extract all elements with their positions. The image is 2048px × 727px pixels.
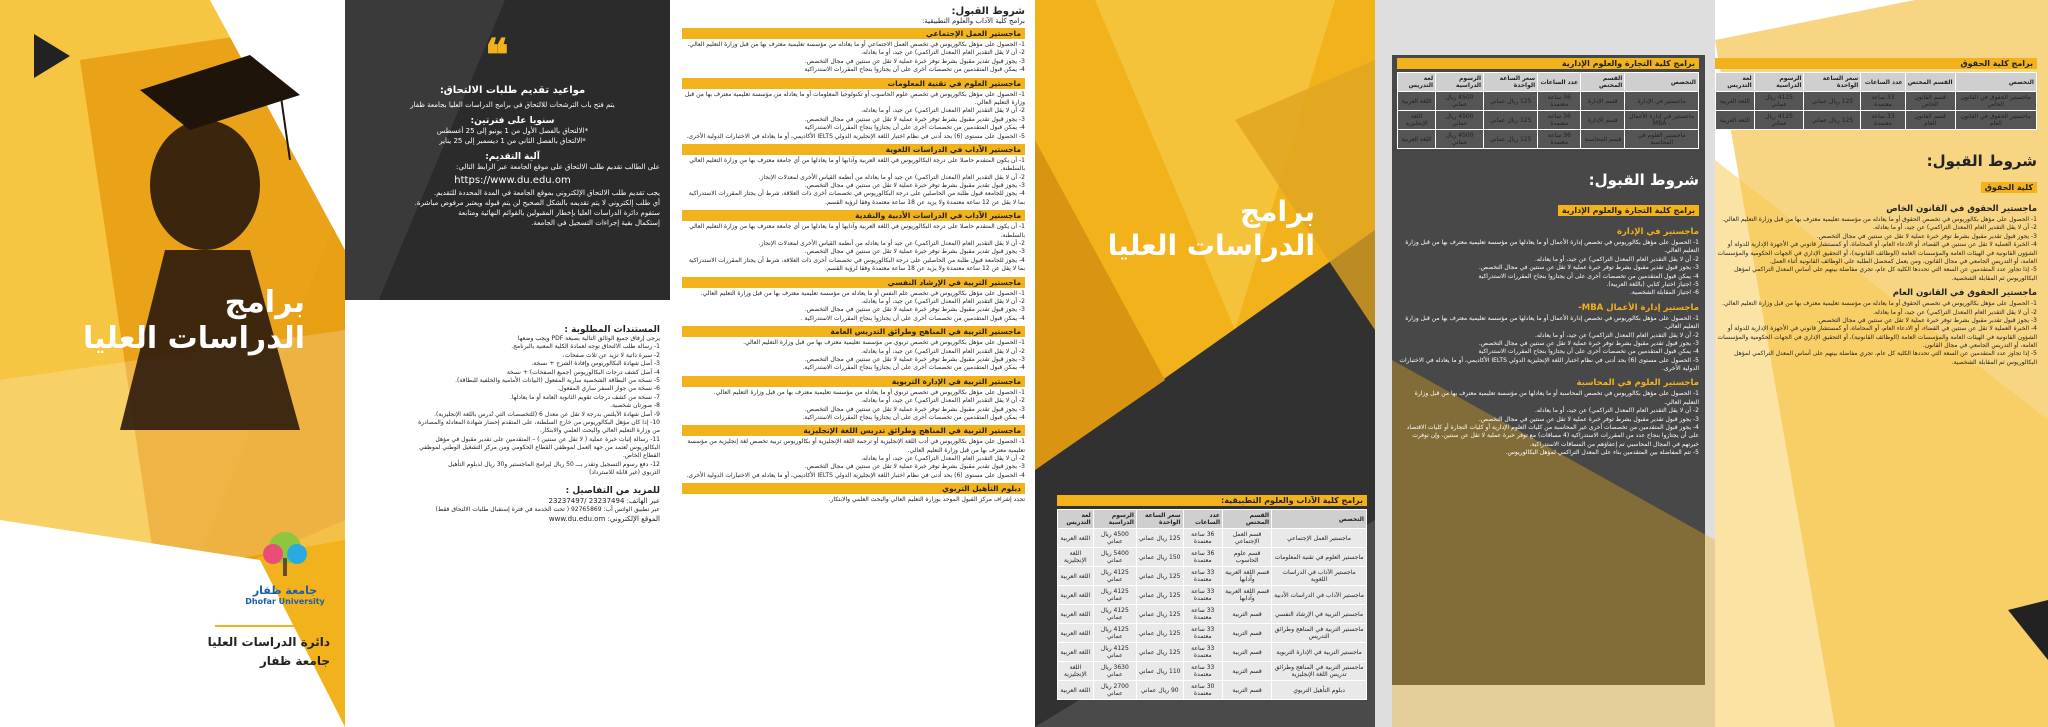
- program-condition: 1- الحصول على مؤهل بكالوريوس في تخصص المحاسبة أو ما يعادلها من مؤسسة تعليمية معترف بها من قبل وزارة التعليم العالي.: [1414, 390, 1699, 406]
- table-cell: اللغة الإنجليزية: [1398, 111, 1436, 130]
- program-condition: 1- الحصول على مؤهل بكالوريوس في تخصص الحقوق أو ما يعادله من مؤسسة تعليمية معترف بها من قبل وزارة التعليم العالي.: [1721, 216, 2037, 223]
- program-condition: تحدد إشراف مركز القبول الموحد بوزارة التعليم العالي والبحث العلمي والابتكار.: [828, 496, 1025, 504]
- table-cell: 125 ريال عماني: [1484, 92, 1538, 111]
- table-cell: قسم المحاسبة: [1581, 130, 1625, 149]
- program-title: ماجستير الآداب في الدراسات اللغوية: [682, 144, 1025, 155]
- column-header: سعر الساعة الواحدة: [1484, 73, 1538, 92]
- program-condition: 2- أن لا يقل التقدير العام (المعدل التراكمي) عن جيد، أو ما يعادله.: [1872, 308, 2037, 316]
- program-title: ماجستير الحقوق في القانون العام: [1892, 288, 2037, 299]
- mech-3: أي طلب إلكتروني لا يتم تقديمه بالشكل الصحيح لن يتم قبوله ويعتبر مرفوض مباشرة.: [414, 198, 660, 207]
- table-cell: 125 ريال عماني: [1484, 130, 1538, 149]
- table-row: [1398, 130, 1699, 149]
- column-header: لغة التدريس: [1058, 510, 1094, 529]
- program-condition: 6- اجتياز المقابلة الشخصية.: [1630, 289, 1699, 297]
- table-cell: اللغة العربية: [1716, 92, 1755, 111]
- program-condition: 4- يمكن قبول المتقدمين من تخصصات أخرى على أن يجتازوا بنجاح المقررات الاستدراكية .: [800, 314, 1025, 322]
- column-header: التخصص: [1272, 510, 1367, 529]
- quote-icon: ❝: [485, 30, 509, 81]
- program-condition: 3- يجوز قبول تقدير مقبول بشرط توفر خبرة عملية لا تقل عن سنتين في مجال التخصص.: [804, 306, 1025, 314]
- twice-2: *الالتحاق بالفصل الثاني من 1 ديسمبر إلى 25 يناير: [439, 137, 586, 146]
- program-condition: 4- يمكن قبول المتقدمين من تخصصات أخرى على أن يجتازوا بنجاح المقررات الاستدراكية: [804, 124, 1025, 132]
- table-cell: قسم القانون الخاص: [1905, 92, 1955, 111]
- program-condition: 1- الحصول على مؤهل بكالوريوس في تخصص الحقوق أو ما يعادله من مؤسسة تعليمية معترف بها من قبل وزارة التعليم العالي.: [1721, 300, 2037, 308]
- inner-title-line1: برامج: [1239, 195, 1315, 228]
- program-condition: 2- أن لا يقل التقدير العام (المعدل التراكمي) عن جيد أو ما يعادله من أنظمة القياس الأخرى لمعدلات الإنجاز.: [758, 240, 1025, 248]
- table-cell: اللغة العربية: [1058, 529, 1094, 548]
- program-title: ماجستير التربية في المناهج وطرائق تدريس اللغة الإنجليزية: [682, 425, 1025, 436]
- table-cell: 150 ريال عماني: [1136, 548, 1183, 567]
- table-cell: 90 ريال عماني: [1136, 681, 1183, 700]
- column-header: سعر الساعة الواحدة: [1136, 510, 1183, 529]
- program-condition: 3- يجوز قبول تقدير مقبول بشرط توفر خبرة عملية لا تقل عن سنتين في مجال التخصص.: [804, 248, 1025, 256]
- table-cell: قسم التربية: [1223, 643, 1272, 662]
- doc-item: 2- سيرة ذاتية لا تزيد عن ثلاث صفحات.: [562, 351, 660, 359]
- doc-item: 5- نسخة من البطاقة الشخصية سارية المفعول (البيانات الأمامية والخلفية للبطاقة).: [455, 376, 660, 384]
- program-title: ماجستير التربية في المناهج وطرائق التدريس العامة: [682, 326, 1025, 337]
- table-cell: ماجستير العمل الإجتماعي: [1272, 529, 1367, 548]
- mech-5: إستكمال بقية إجراءات التسجيل في الجامعة.: [531, 218, 660, 227]
- column-header: التخصص: [1625, 73, 1699, 92]
- program-condition: 1- الحصول على مؤهل بكالوريوس في تخصص إدارة الأعمال أو ما يعادلها من مؤسسة تعليمية معترف بها من قبل وزارة التعليم العالي.: [1405, 314, 1699, 331]
- program-condition: 5- اجتياز اختبار كتابي (باللغة العربية).: [1606, 280, 1699, 288]
- program-condition: 1- أن يكون المتقدم حاصلا على درجة البكالوريوس في اللغة العربية وآدابها أو ما يعادلها من أي جامعة معترف بها من وزارة التعليم العالي بالسلطنة.: [689, 156, 1025, 173]
- table-row: [1058, 567, 1367, 586]
- program-condition: 5- الحصول على مستوى (6) بحد أدنى في نظام اختبار اللغة الإنجليزية الدولي IELTS الأكاديمي، أو ما يعادله في الاختبارات الدولية الأخرى.: [1399, 356, 1699, 373]
- table-cell: قسم اللغة العربية وآدابها: [1223, 567, 1272, 586]
- mech-2: يجب تقديم طلب الالتحاق الإلكتروني بموقع الجامعة في المدة المحددة للتقديم.: [433, 188, 660, 197]
- column-header: لغة التدريس: [1716, 73, 1755, 92]
- doc-item: 3- أصل شهادة البكالوريوس وإفادة الشرح + نسخة.: [531, 360, 660, 368]
- table-cell: 125 ريال عماني: [1136, 643, 1183, 662]
- arts-conditions-panel: [670, 0, 1035, 727]
- doc-item: 4- أصل كشف درجات البكالوريوس (جميع الصفحات) + نسخة: [506, 368, 660, 376]
- program-condition: 3- يجوز قبول تقدير مقبول بشرط توفر خبرة عملية لا تقل عن سنتين في مجال التخصص.: [1816, 232, 2037, 240]
- program-condition: 4- يمكن قبول المتقدمين من تخصصات أخرى على أن يجتازوا بنجاح المقررات الاستدراكية: [1478, 272, 1699, 280]
- program-condition: 3- يجوز قبول تقدير مقبول بشرط توفر خبرة عملية لا تقل عن سنتين في مجال التخصص.: [1478, 339, 1699, 347]
- table-cell: 125 ريال عماني: [1136, 586, 1183, 605]
- table-cell: قسم علوم الحاسوب: [1223, 548, 1272, 567]
- table-cell: اللغة العربية: [1058, 643, 1094, 662]
- docs-intro: يرجى إرفاق جميع الوثائق التالية بصيغة PDF ويجب وضعها: [517, 335, 660, 342]
- logo-text-ar: جامعة ظفار: [252, 584, 318, 597]
- table-cell: 4125 ريال عماني: [1093, 567, 1136, 586]
- program-condition: 3- يجوز قبول تقدير مقبول بشرط توفر خبرة عملية لا تقل عن سنتين في مجال التخصص.: [1478, 264, 1699, 272]
- law-programs: [1715, 204, 2037, 367]
- table-cell: 4125 ريال عماني: [1093, 605, 1136, 624]
- column-header: عدد الساعات: [1861, 73, 1905, 92]
- tree-logo-icon: [255, 530, 315, 580]
- table-header-row: [1398, 73, 1699, 92]
- table-cell: 33 ساعة معتمدة: [1183, 643, 1223, 662]
- business-cond-heading: شروط القبول:: [1588, 171, 1699, 189]
- column-header: الرسوم الدراسية: [1093, 510, 1136, 529]
- program-title: ماجستير العلوم في المحاسبة: [1576, 378, 1699, 389]
- business-cond-sub: برامج كلية التجارة والعلوم الإدارية: [1558, 205, 1699, 216]
- table-cell: 4500 ريال عماني: [1093, 529, 1136, 548]
- table-cell: ماجستير الآداب في الدراسات اللغوية: [1272, 567, 1367, 586]
- program-condition: 1- الحصول على مؤهل بكالوريوس في أدب اللغة الإنجليزية أو ترجمة اللغة الإنجليزية أو بكالوريوس تربية تخصص لغة إنجليزية من مؤسسة تعليمية معترف بها من قبل وزارة التعليم العالي.: [687, 438, 1025, 454]
- program-condition: 4- يمكن قبول المتقدمين من تخصصات أخرى على أن يجتازوا بنجاح المقررات الاستدراكية: [804, 66, 1025, 74]
- column-header: التخصص: [1955, 73, 2036, 92]
- column-header: عدد الساعات: [1183, 510, 1223, 529]
- mech-title: آلية التقديم:: [485, 152, 540, 163]
- table-row: [1058, 548, 1367, 567]
- program-condition: 1- الحصول على مؤهل بكالوريوس في تخصص علوم الحاسوب أو تكنولوجيا المعلومات أو ما يعادله من مؤسسة تعليمية معترف بها من قبل وزارة التعليم العالي.: [684, 90, 1025, 106]
- table-cell: قسم الإدارة: [1581, 111, 1625, 130]
- contact-whatsapp: عبر تطبيق الواتس أب: 92765869 ( تحت الخدمة في فترة إستقبال طلبات الالتحاق فقط): [435, 505, 660, 513]
- table-header-row: [1058, 510, 1367, 529]
- arts-sub: برامج كلية الآداب والعلوم التطبيقية:: [921, 17, 1025, 25]
- table-cell: 4125 ريال عماني: [1754, 111, 1804, 130]
- footer-university: جامعة ظفار: [259, 654, 330, 669]
- table-cell: ماجستير العلوم في تقنية المعلومات: [1272, 548, 1367, 567]
- column-header: سعر الساعة الواحدة: [1804, 73, 1861, 92]
- table-row: [1398, 111, 1699, 130]
- program-condition: 1- الحصول على مؤهل بكالوريوس في تخصص العمل الاجتماعي أو ما يعادله من مؤسسة تعليمية معترف بها من قبل وزارة التعليم العالي.: [687, 41, 1025, 48]
- table-cell: 125 ريال عماني: [1136, 605, 1183, 624]
- footer-department: دائرة الدراسات العليا: [207, 635, 330, 649]
- program-condition: 2- أن لا يقل التقدير العام (المعدل التراكمي) عن جيد، أو ما يعادله.: [1534, 407, 1699, 415]
- doc-item: 8- صورتان شخصية.: [610, 402, 660, 410]
- program-condition: 4- يجوز للجامعة قبول طلبة من الحاصلين على درجة البكالوريوس في تخصصات أخرى ذات العلاقة، شرط أن يجتاز المقررات الاستدراكية بما لا يقل عن 12 ساعة معتمدة ولا يزيد عن 18 ساعة معتمدة وفقا لرؤية القسم.: [688, 256, 1025, 273]
- table-row: [1058, 681, 1367, 700]
- program-condition: 3- يجوز قبول تقدير مقبول بشرط توفر خبرة عملية لا تقل عن سنتين في مجال التخصص.: [804, 355, 1025, 363]
- doc-item: القطاع الخاص.: [622, 452, 660, 460]
- program-condition: 4- الخبرة العملية لا تقل عن سنتين في القضاء، أو الادعاء العام، أو المحاماة، أو كمستشار قانوني في الأجهزة الإدارية للدولة أو الشؤون القانونية في الهيئات العامة والمؤسسات العامة (الوظائف القانونية)، أو التحقيق الإداري في الجهات الحكومية والمؤسسات العامة، أو التدريس الجامعي في مجال القانون، ومن يعمل كمحصل الطلبة على الوظائف القانونية أثناء العمل.: [1717, 241, 2037, 265]
- program-title: ماجستير العلوم في تقنية المعلومات: [682, 78, 1025, 89]
- table-cell: 36 ساعة معتمدة: [1538, 92, 1581, 111]
- table-cell: اللغة العربية: [1398, 130, 1436, 149]
- business-fees-heading: برامج كلية التجارة والعلوم الإدارية: [1397, 58, 1699, 69]
- table-row: [1398, 92, 1699, 111]
- table-cell: 33 ساعة معتمدة: [1183, 662, 1223, 681]
- table-cell: اللغة العربية: [1058, 624, 1094, 643]
- table-cell: 4500 ريال عماني: [1436, 111, 1484, 130]
- table-cell: ماجستير التربية في المناهج وطرائق تدريس اللغة الإنجليزية: [1272, 662, 1367, 681]
- program-condition: 3- يجوز قبول تقدير مقبول بشرط توفر خبرة عملية لا تقل عن سنتين في مجال التخصص.: [804, 115, 1025, 123]
- program-title: ماجستير الآداب في الدراسات الأدبية والنقدية: [682, 210, 1025, 221]
- program-title: ماجستير في الإدارة: [1617, 227, 1699, 237]
- program-condition: 3- يجوز قبول تقدير مقبول بشرط توفر خبرة عملية لا تقل عن سنتين في مجال التخصص.: [804, 463, 1025, 471]
- table-cell: اللغة الإنجليزية: [1058, 662, 1094, 681]
- table-cell: اللغة العربية: [1398, 92, 1436, 111]
- column-header: القسم المختص: [1223, 510, 1272, 529]
- mech-url[interactable]: https://www.du.edu.om: [454, 174, 571, 186]
- program-condition: 2- أن لا يقل التقدير العام (المعدل التراكمي) عن جيد، أو ما يعادله.: [860, 297, 1025, 305]
- table-cell: ماجستير في إدارة الأعمال - MBA: [1625, 111, 1699, 130]
- twice-1: *الالتحاق بالفصل الأول من 1 يونيو إلى 25 أغسطس: [436, 127, 589, 136]
- doc-item: 9- أصل شهادة الآيلتس بدرجة لا تقل عن معدل 6 (للتخصصات التي تُدرس باللغة الإنجليزية).: [434, 410, 660, 418]
- table-cell: قسم التربية: [1223, 662, 1272, 681]
- program-title: ماجستير التربية في الإرشاد النفسي: [682, 277, 1025, 288]
- table-cell: ماجستير في الإدارة: [1625, 92, 1699, 111]
- table-cell: قسم التربية: [1223, 605, 1272, 624]
- application-panel: [345, 0, 670, 727]
- table-row: [1058, 586, 1367, 605]
- table-cell: 125 ريال عماني: [1136, 624, 1183, 643]
- table-row: [1058, 529, 1367, 548]
- inner-title-line2: الدراسات العليا: [1107, 228, 1315, 262]
- fees-arts-heading: برامج كلية الآداب والعلوم التطبيقية:: [1057, 495, 1367, 506]
- cover-title-line1: برامج: [224, 285, 305, 320]
- table-cell: 4125 ريال عماني: [1093, 643, 1136, 662]
- fees-arts-table: [1057, 509, 1367, 700]
- table-cell: 125 ريال عماني: [1484, 111, 1538, 130]
- doc-item: التربوي (غير قابلة للاسترداد): [589, 469, 660, 477]
- program-condition: 1- أن يكون المتقدم حاصلا على درجة البكالوريوس في اللغة العربية وآدابها أو ما يعادلها من أي جامعة معترف بها من وزارة التعليم العالي بالسلطنة.: [689, 223, 1025, 239]
- table-cell: 36 ساعة معتمدة: [1183, 548, 1223, 567]
- triangle-arrow-icon: [34, 34, 74, 84]
- program-condition: 5- إذا تجاوز عدد المتقدمين عن السعة التي تحددها الكلية كل عام، تجري مفاضلة بينهم على أساس المعدل التراكمي لمؤهل البكالوريوس ثم المقابلة الشخصية.: [1734, 350, 2037, 366]
- arts-programs: [682, 28, 1025, 505]
- cover-panel: [0, 0, 345, 727]
- program-condition: 2- أن لا يقل التقدير العام (المعدل التراكمي) عن جيد، أو ما يعادله.: [1872, 224, 2037, 232]
- table-cell: 36 ساعة معتمدة: [1538, 111, 1581, 130]
- table-cell: 125 ريال عماني: [1136, 529, 1183, 548]
- table-cell: 30 ساعة معتمدة: [1183, 681, 1223, 700]
- cover-background: [0, 0, 345, 727]
- table-cell: 33 ساعة معتمدة: [1183, 567, 1223, 586]
- table-row: [1058, 624, 1367, 643]
- table-cell: ماجستير الحقوق في القانون الخاص: [1955, 92, 2036, 111]
- table-cell: اللغة العربية: [1058, 605, 1094, 624]
- table-cell: 33 ساعة معتمدة: [1861, 111, 1905, 130]
- twice-title: سنويا على فترتين:: [470, 116, 555, 127]
- program-condition: 2- أن لا يقل التقدير العام (المعدل التراكمي) عن جيد، أو ما يعادله.: [860, 107, 1025, 115]
- program-condition: 1- الحصول على مؤهل بكالوريوس في تخصص تربوي أو ما يعادله من مؤسسة تعليمية معترف بها من قبل وزارة التعليم العالي.: [713, 388, 1025, 396]
- table-cell: اللغة العربية: [1058, 567, 1094, 586]
- program-condition: 3- يجوز قبول تقدير مقبول بشرط توفر خبرة عملية لا تقل عن سنتين في مجال التخصص.: [804, 57, 1025, 65]
- business-programs: [1397, 227, 1699, 458]
- cover-divider: [215, 625, 330, 627]
- program-condition: 2- أن لا يقل التقدير العام (المعدل التراكمي) عن جيد، أو ما يعادله.: [860, 347, 1025, 355]
- program-condition: 2- أن لا يقل التقدير العام (المعدل التراكمي) عن جيد، أو ما يعادله.: [1534, 331, 1699, 339]
- program-condition: 1- الحصول على مؤهل بكالوريوس في تخصص علم النفس أو ما يعادله من مؤسسة تعليمية معترف بها من قبل وزارة التعليم العالي.: [700, 289, 1025, 297]
- table-cell: ماجستير التربية في الإرشاد النفسي: [1272, 605, 1367, 624]
- program-condition: 4- يمكن قبول المتقدمين من تخصصات أخرى على أن يجتازوا بنجاح المقررات الاستدراكية.: [802, 364, 1025, 372]
- table-cell: 36 ساعة معتمدة: [1183, 529, 1223, 548]
- table-cell: 4125 ريال عماني: [1093, 624, 1136, 643]
- table-cell: 125 ريال عماني: [1804, 92, 1861, 111]
- table-row: [1058, 605, 1367, 624]
- business-panel: [1375, 0, 1715, 727]
- table-cell: 4125 ريال عماني: [1754, 92, 1804, 111]
- program-condition: 2- أن لا يقل التقدير العام (المعدل التراكمي) عن جيد، أو ما يعادله.: [860, 455, 1025, 463]
- doc-item: 1- رسالة طلب الالتحاق توجه لعمادة الكلية المعنية بالبرنامج.: [511, 343, 660, 351]
- cover-title-line2: الدراسات العليا: [82, 321, 305, 356]
- program-condition: 3- يجوز قبول تقدير مقبول بشرط توفر خبرة عملية لا تقل عن سنتين في مجال التخصص.: [1816, 316, 2037, 324]
- program-condition: 4- الخبرة العملية لا تقل عن سنتين في القضاء، أو الادعاء العام، أو المحاماة، أو كمستشار قانوني في الأجهزة الإدارية للدولة أو الشؤون القانونية في الهيئات العامة والمؤسسات العامة (الوظائف القانونية)، أو التحقيق الإداري في الجهات الحكومية والمؤسسات العامة، أو التدريس الجامعي في مجال القانون.: [1717, 325, 2037, 350]
- logo-text-en: Dhofar University: [245, 597, 325, 606]
- program-condition: 4- يجوز للجامعة قبول طلبة من الحاصلين على درجة البكالوريوس في تخصصات أخرى ذات العلاقة، شرط أن يجتاز المقررات الاستدراكية بما لا يقل عن 12 ساعة معتمدة ولا يزيد عن 18 ساعة معتمدة وفقا لرؤية القسم.: [688, 190, 1025, 206]
- table-row: [1716, 111, 2037, 130]
- table-cell: قسم التربية: [1223, 624, 1272, 643]
- apply-heading: مواعيد تقديم طلبات الالتحاق:: [439, 85, 586, 96]
- doc-item: 7- نسخة من كشف درجات تقويم الثانوية العامة أو ما يعادلها.: [509, 393, 660, 401]
- program-condition: 4- يجوز قبول المتقدمين من تخصصات أخرى غير المحاسبة من كليات العلوم الإدارية أو كليات التجارة أو كليات الاقتصاد على أن يجتازوا بنجاح عدد من المقررات الاستدراكية (4 مساقات) مع توفر خبرة عملية لا تقل عن سنتين، وإن توفرت خبرتهم في المجال المحاسبي تم إعفاؤهم من المساقات الاستدراكية.: [1406, 424, 1699, 448]
- doc-item: 6- نسخة من جواز السفر ساري المفعول.: [557, 385, 660, 393]
- table-cell: ماجستير الحقوق في القانون العام: [1955, 111, 2036, 130]
- table-cell: 4500 ريال عماني: [1436, 92, 1484, 111]
- apply-intro: يتم فتح باب الترشحات للالتحاق في برامج الدراسات العليا بجامعة ظفار: [410, 101, 615, 109]
- column-header: الرسوم الدراسية: [1754, 73, 1804, 92]
- doc-item: 10- إذا كان مؤهل البكالوريوس من خارج السلطنة، على المتقدم إحضار شهادة المعادلة والمصادرة: [418, 418, 660, 426]
- table-cell: قسم القانون العام: [1905, 111, 1955, 130]
- table-cell: ماجستير العلوم في المحاسبة: [1625, 130, 1699, 149]
- table-cell: اللغة العربية: [1058, 681, 1094, 700]
- program-condition: 5- الحصول على مستوى (6) بحد أدنى في نظام اختبار اللغة الإنجليزية الدولي IELTS الأكاديمي، أو ما يعادله في الاختبارات الدولية الأخرى.: [686, 132, 1025, 140]
- table-cell: 125 ريال عماني: [1804, 111, 1861, 130]
- program-condition: 3- يجوز قبول تقدير مقبول بشرط توفر خبرة عملية لا تقل عن سنتين في مجال التخصص.: [804, 405, 1025, 413]
- program-title: ماجستير التربية في الإدارة التربوية: [682, 376, 1025, 387]
- law-cond-heading: شروط القبول:: [1926, 152, 2037, 170]
- table-cell: 33 ساعة معتمدة: [1183, 624, 1223, 643]
- column-header: القسم المختص: [1905, 73, 1955, 92]
- business-fees-table: [1397, 72, 1699, 149]
- table-cell: قسم العمل الإجتماعي: [1223, 529, 1272, 548]
- arts-heading: شروط القبول:: [951, 6, 1025, 17]
- table-cell: قسم اللغة العربية وآدابها: [1223, 586, 1272, 605]
- table-cell: ماجستير الآداب في الدراسات الأدبية: [1272, 586, 1367, 605]
- program-condition: 3- يجوز قبول تقدير مقبول بشرط توفر خبرة عملية لا تقل عن سنتين في مجال التخصص.: [804, 182, 1025, 190]
- table-cell: 33 ساعة معتمدة: [1183, 586, 1223, 605]
- contact-title: للمزيد من التفاصيل :: [565, 485, 660, 496]
- table-header-row: [1716, 73, 2037, 92]
- doc-item: من وزارة التعليم العالي والبحث العلمي والابتكار.: [540, 427, 660, 435]
- table-cell: 2700 ريال عماني: [1093, 681, 1136, 700]
- program-condition: 1- الحصول على مؤهل بكالوريوس في تخصص تربوي من مؤسسة تعليمية معترف بها من قبل وزارة التعليم العالي.: [743, 339, 1025, 347]
- table-cell: 33 ساعة معتمدة: [1183, 605, 1223, 624]
- table-cell: 110 ريال عماني: [1136, 662, 1183, 681]
- mech-4: ستقوم دائرة الدراسات العليا بإخطار المقبولين بالقوائم النهائية ومتابعة: [458, 208, 660, 217]
- law-fees-table: [1715, 72, 2037, 130]
- column-header: القسم المختص: [1581, 73, 1625, 92]
- table-cell: دبلوم التأهيل التربوي: [1272, 681, 1367, 700]
- docs-list: [365, 343, 660, 477]
- table-cell: 3630 ريال عماني: [1093, 662, 1136, 681]
- program-title: ماجستير إدارة الأعمال MBA-: [1578, 302, 1699, 313]
- program-title: ماجستير العمل الإجتماعي: [682, 28, 1025, 39]
- table-cell: 125 ريال عماني: [1136, 567, 1183, 586]
- doc-item: البكالوريوس تُعتمد من جهة العمل لموظفي القطاع الحكومي ومن مركز التشغيل الوطني لموظفي: [419, 444, 660, 452]
- program-condition: 3- يجوز قبول تقدير مقبول بشرط توفر خبرة عملية لا تقل عن سنتين في مجال التخصص.: [1478, 415, 1699, 423]
- table-cell: ماجستير التربية في المناهج وطرائق التدريس: [1272, 624, 1367, 643]
- column-header: الرسوم الدراسية: [1436, 73, 1484, 92]
- program-condition: 5- تتم المفاضلة بين المتقدمين بناء على المعدل التراكمي لمؤهل البكالوريوس.: [1505, 449, 1699, 457]
- table-row: [1058, 643, 1367, 662]
- program-condition: 4- الحصول على مستوى (6) بحد أدنى في نظام اختبار اللغة الإنجليزية الدولي IELTS الأكاديمي، أو ما يعادله في الاختبارات الدولية الأخرى.: [686, 471, 1025, 479]
- program-condition: 1- الحصول على مؤهل بكالوريوس في تخصص إدارة الأعمال أو ما يعادلها من مؤسسة تعليمية معترف بها من قبل وزارة التعليم العالي.: [1405, 239, 1699, 255]
- mech-1: على الطالب تقديم طلب الالتحاق على موقع الجامعة عبر الرابط التالي:: [456, 163, 660, 172]
- program-condition: 4- يمكن قبول المتقدمين من تخصصات أخرى على أن يجتازوا بنجاح المقررات الاستدراكية: [1478, 348, 1699, 356]
- table-cell: قسم الإدارة: [1581, 92, 1625, 111]
- table-cell: ماجستير التربية في الإدارة التربوية: [1272, 643, 1367, 662]
- column-header: لغة التدريس: [1398, 73, 1436, 92]
- contact-phone: عبر الهاتف: 23237494 /23237497: [548, 496, 660, 505]
- university-logo: [240, 530, 330, 606]
- program-condition: 4- يمكن قبول المتقدمين من تخصصات أخرى على أن يجتازوا بنجاح المقررات الاستدراكية.: [802, 413, 1025, 421]
- doc-item: 12- دفع رسوم التسجيل وتقدر بـــ 50 ريال لبرامج الماجستير و30 ريال لدبلوم التأهيل: [448, 460, 660, 468]
- table-cell: 5400 ريال عماني: [1093, 548, 1136, 567]
- program-condition: 2- أن لا يقل التقدير العام (المعدل التراكمي) عن جيد، أو ما يعادله.: [860, 49, 1025, 57]
- law-fees-heading: برامج كلية الحقوق: [1715, 58, 2037, 69]
- program-condition: 5- إذا تجاوز عدد المتقدمين عن السعة التي تحددها الكلية كل عام، تجري مفاضلة بينهم على أساس المعدل التراكمي لمؤهل البكالوريوس ثم المقابلة الشخصية.: [1734, 266, 2037, 282]
- docs-title: المستندات المطلوبة :: [564, 325, 660, 335]
- law-cond-sub: كلية الحقوق: [1981, 182, 2037, 193]
- doc-item: 11- رسالة إثبات خبرة عملية ( لا تقل عن سنتين ) – المتقدمين على تقدير مقبول في مؤهل: [435, 435, 660, 443]
- table-cell: اللغة العربية: [1058, 586, 1094, 605]
- table-cell: 33 ساعة معتمدة: [1861, 92, 1905, 111]
- table-cell: 36 ساعة معتمدة: [1538, 130, 1581, 149]
- table-cell: 4500 ريال عماني: [1436, 130, 1484, 149]
- column-header: عدد الساعات: [1538, 73, 1581, 92]
- program-condition: 2- أن لا يقل التقدير العام (المعدل التراكمي) عن جيد، أو ما يعادله.: [860, 397, 1025, 405]
- table-cell: اللغة العربية: [1716, 111, 1755, 130]
- table-row: [1716, 92, 2037, 111]
- table-cell: قسم التربية: [1223, 681, 1272, 700]
- program-title: ماجستير الحقوق في القانون الخاص: [1886, 204, 2037, 214]
- table-row: [1058, 662, 1367, 681]
- program-condition: 2- أن لا يقل التقدير العام (المعدل التراكمي) عن جيد، أو ما يعادله.: [1534, 255, 1699, 263]
- inner-cover-panel: [1035, 0, 1375, 727]
- law-panel: [1715, 0, 2048, 727]
- program-title: دبلوم التأهيل التربوي: [682, 483, 1025, 494]
- program-condition: 2- أن لا يقل التقدير العام (المعدل التراكمي) عن جيد أو ما يعادله من أنظمة القياس الأخرى لمعدلات الإنجاز.: [758, 173, 1025, 181]
- table-cell: اللغة الإنجليزية: [1058, 548, 1094, 567]
- contact-website[interactable]: الموقع الإلكتروني: www.du.edu.om: [548, 515, 660, 524]
- table-cell: 4125 ريال عماني: [1093, 586, 1136, 605]
